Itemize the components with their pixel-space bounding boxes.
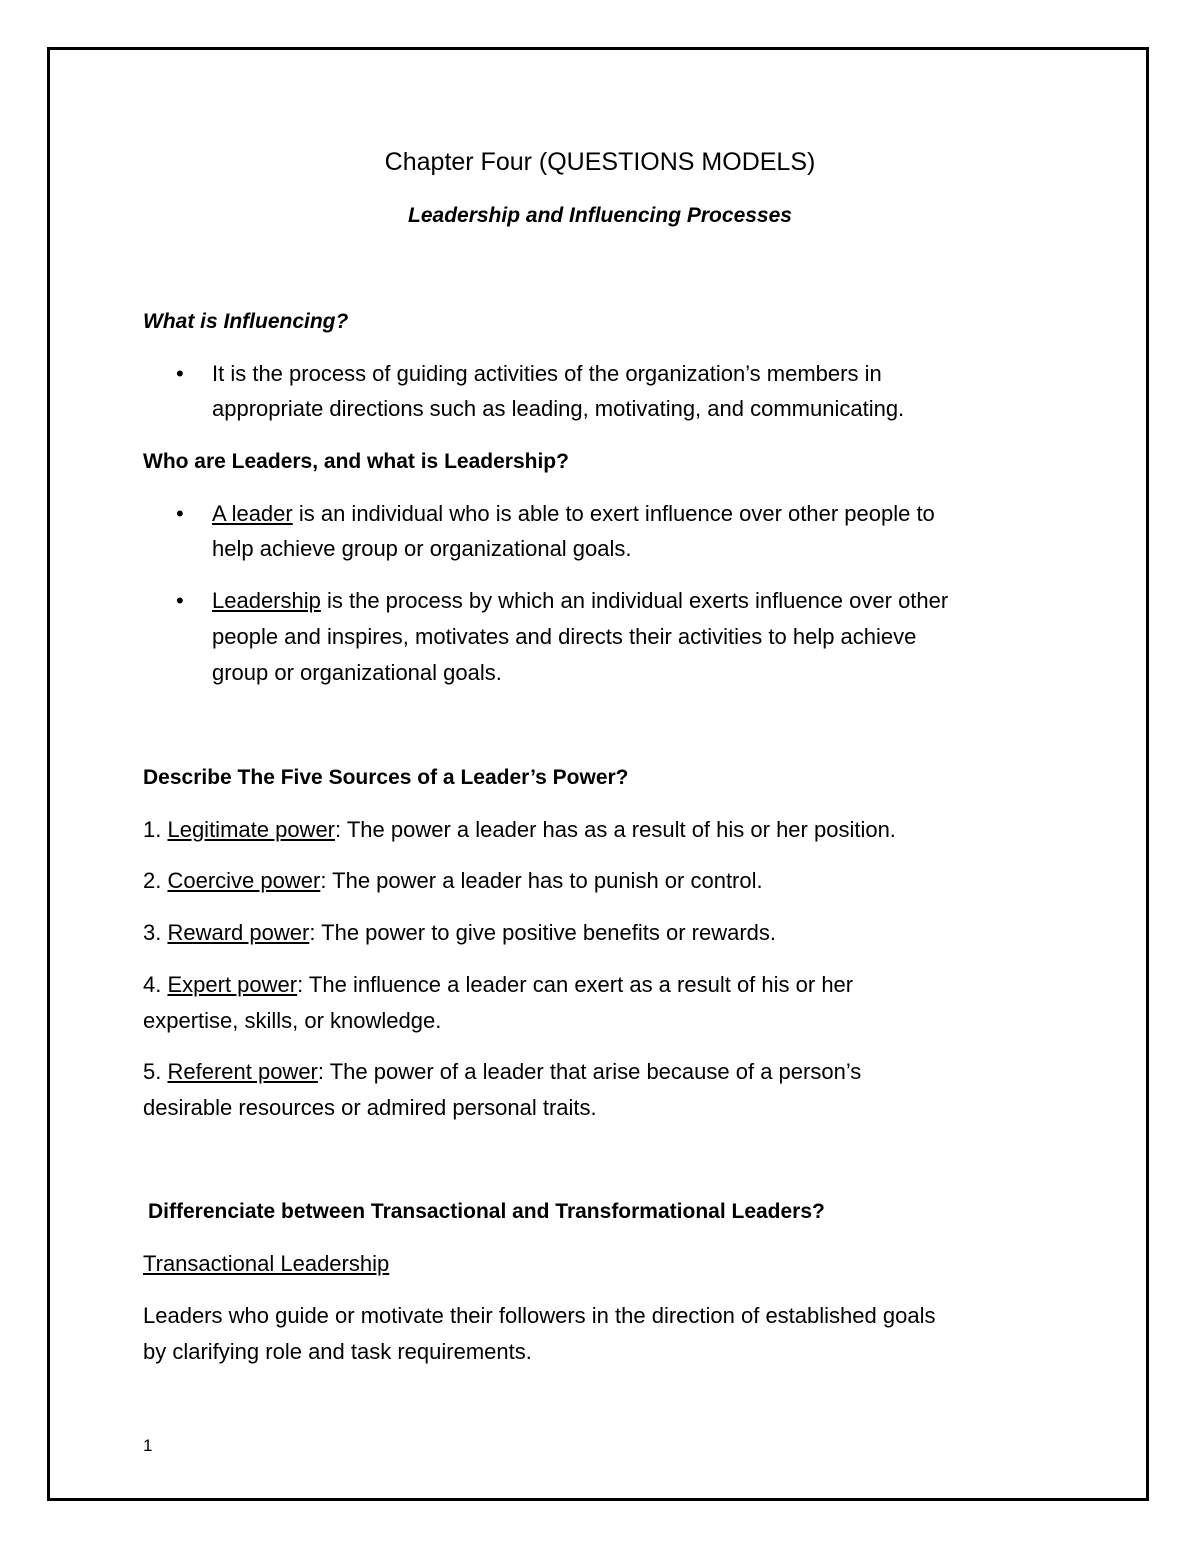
leadership-definition-line-2: people and inspires, motivates and directs their activities to help achieve — [212, 624, 917, 649]
leadership-definition-text: is the process by which an individual exerts influence over other — [320, 588, 949, 613]
term-a-leader: A leader — [212, 501, 293, 526]
term-expert-power: Expert power — [167, 972, 298, 997]
page-subtitle: Leadership and Influencing Processes — [408, 204, 792, 227]
influencing-bullet-line-2: appropriate directions such as leading, motivating, and communicating. — [212, 396, 905, 421]
subheading-transactional-leadership: Transactional Leadership — [143, 1251, 390, 1276]
power-item-legitimate — [143, 812, 896, 848]
bullet-icon: • — [176, 501, 184, 526]
power-description: : The power of a leader that arise because of a person’s — [317, 1059, 862, 1084]
list-number: 3. — [143, 920, 168, 945]
power-item-expert — [143, 967, 853, 1003]
heading-five-sources-of-power: Describe The Five Sources of a Leader’s Power? — [143, 766, 629, 789]
term-referent-power: Referent power — [167, 1059, 318, 1084]
leadership-definition-line-3: group or organizational goals. — [212, 660, 502, 685]
leader-definition-line-1 — [212, 496, 935, 532]
term-coercive-power: Coercive power — [167, 868, 321, 893]
term-legitimate-power: Legitimate power — [167, 817, 336, 842]
transactional-definition-line-1: Leaders who guide or motivate their followers in the direction of established goals — [143, 1303, 936, 1328]
power-description: : The power a leader has as a result of his or her position. — [335, 817, 896, 842]
bullet-icon: • — [176, 588, 184, 613]
term-reward-power: Reward power — [167, 920, 310, 945]
influencing-bullet-line-1: It is the process of guiding activities of the organization’s members in — [212, 361, 882, 386]
bullet-icon: • — [176, 361, 184, 386]
list-number: 1. — [143, 817, 168, 842]
power-item-coercive — [143, 863, 763, 899]
power-item-reward — [143, 915, 776, 951]
power-item-referent — [143, 1054, 861, 1090]
page-number: 1 — [143, 1436, 153, 1455]
heading-who-are-leaders: Who are Leaders, and what is Leadership? — [143, 450, 569, 473]
leader-definition-text: is an individual who is able to exert influence over other people to — [292, 501, 935, 526]
power-item-referent-line-2: desirable resources or admired personal traits. — [143, 1095, 597, 1120]
heading-transactional-vs-transformational: Differenciate between Transactional and Transformational Leaders? — [148, 1200, 825, 1223]
power-item-expert-line-2: expertise, skills, or knowledge. — [143, 1008, 442, 1033]
power-description: : The influence a leader can exert as a result of his or her — [297, 972, 854, 997]
power-description: : The power to give positive benefits or rewards. — [309, 920, 777, 945]
list-number: 2. — [143, 868, 168, 893]
list-number: 5. — [143, 1059, 168, 1084]
heading-what-is-influencing: What is Influencing? — [143, 310, 349, 333]
power-description: : The power a leader has to punish or control. — [320, 868, 763, 893]
leader-definition-line-2: help achieve group or organizational goals. — [212, 536, 632, 561]
list-number: 4. — [143, 972, 168, 997]
leadership-definition-line-1 — [212, 583, 948, 619]
term-leadership: Leadership — [212, 588, 321, 613]
transactional-definition-line-2: by clarifying role and task requirements. — [143, 1339, 532, 1364]
page-title: Chapter Four (QUESTIONS MODELS) — [384, 148, 816, 176]
